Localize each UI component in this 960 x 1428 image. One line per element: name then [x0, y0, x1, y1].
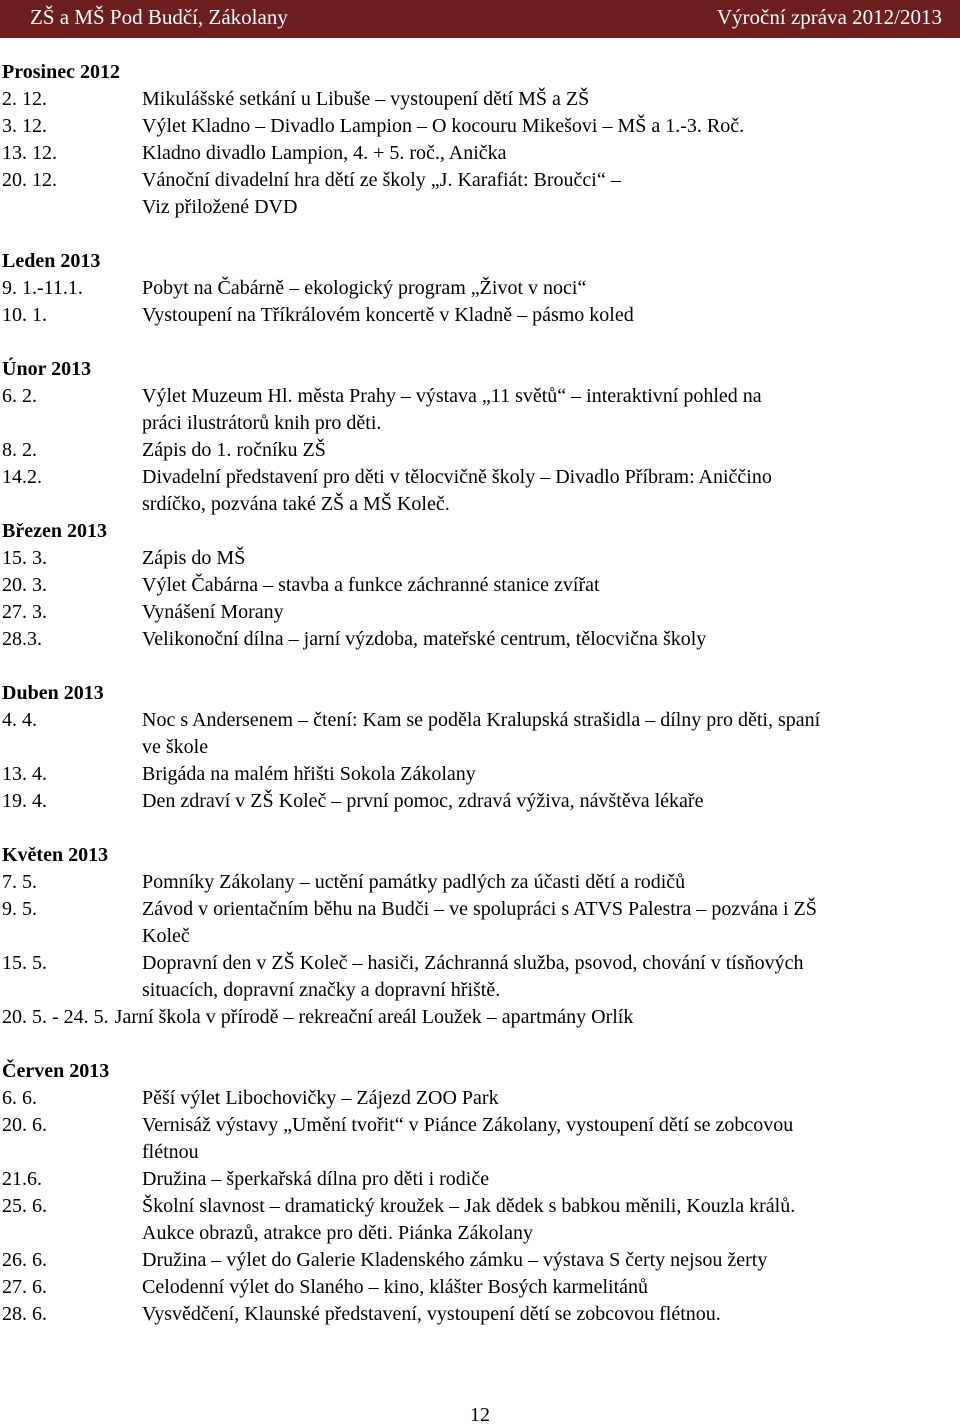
event-description: [142, 1166, 960, 1193]
event-description: [142, 1274, 960, 1301]
event-entry: [0, 302, 960, 329]
event-description: [142, 572, 960, 599]
event-date: 27. 6.: [2, 1276, 47, 1298]
event-entry: [0, 86, 960, 113]
event-entry: [0, 1166, 960, 1193]
event-date: 19. 4.: [2, 790, 47, 812]
event-description: [142, 383, 960, 437]
event-entry: [0, 437, 960, 464]
event-description: [142, 167, 960, 221]
event-date: 28. 6.: [2, 1303, 47, 1325]
event-description-line: srdíčko, pozvána také ZŠ a MŠ Koleč.: [142, 493, 450, 515]
event-description: [142, 599, 960, 626]
event-description: [142, 545, 960, 572]
event-date: 6. 2.: [2, 385, 37, 407]
event-date: 10. 1.: [2, 304, 47, 326]
event-date: 7. 5.: [2, 871, 37, 893]
event-description-line: Výlet Muzeum Hl. města Prahy – výstava „11 světů“ – interaktivní pohled na: [142, 385, 762, 407]
event-description-line: Družina – šperkařská dílna pro děti i rodiče: [142, 1168, 490, 1190]
event-description-line: Vynášení Morany: [142, 601, 284, 623]
event-date: 6. 6.: [2, 1087, 37, 1109]
event-description-line: Velikonoční dílna – jarní výzdoba, mateřské centrum, tělocvična školy: [142, 628, 707, 650]
event-date: 13. 12.: [2, 142, 57, 164]
event-date: 9. 1.-11.1.: [2, 277, 83, 299]
event-date: 3. 12.: [2, 115, 47, 137]
event-date: 25. 6.: [2, 1195, 47, 1217]
event-entry: [0, 788, 960, 815]
event-date: 20. 12.: [2, 169, 57, 191]
event-description-line: Vystoupení na Tříkrálovém koncertě v Kladně – pásmo koled: [142, 304, 634, 326]
event-date: 4. 4.: [2, 709, 37, 731]
event-description-line: Závod v orientačním běhu na Budči – ve spolupráci s ATVS Palestra – pozvána i ZŠ: [142, 898, 817, 920]
event-description: [142, 275, 960, 302]
event-description-line: práci ilustrátorů knih pro děti.: [142, 412, 382, 434]
event-description-line: Celodenní výlet do Slaného – kino, klášter Bosých karmelitánů: [142, 1276, 649, 1298]
events-calendar: [0, 59, 960, 1328]
event-description-line: Zápis do MŠ: [142, 547, 246, 569]
event-description: [142, 437, 960, 464]
header-school-name: ZŠ a MŠ Pod Budčí, Zákolany: [30, 5, 288, 29]
event-description: [142, 464, 960, 518]
header-report-title: Výroční zpráva 2012/2013: [716, 5, 942, 29]
event-description: [142, 140, 960, 167]
event-description-line: Koleč: [142, 925, 190, 947]
section-heading: Leden 2013: [2, 250, 101, 272]
event-date: 20. 6.: [2, 1114, 47, 1136]
event-description: [142, 788, 960, 815]
event-entry: [0, 140, 960, 167]
event-description: [142, 1112, 960, 1166]
event-entry: [0, 1247, 960, 1274]
page-header: [0, 0, 960, 38]
event-entry: [0, 761, 960, 788]
event-description-line: flétnou: [142, 1141, 199, 1163]
section-heading: Únor 2013: [2, 358, 92, 380]
event-description-line: Mikulášské setkání u Libuše – vystoupení dětí MŠ a ZŠ: [142, 88, 590, 110]
event-description-line: Školní slavnost – dramatický kroužek – Jak dědek s babkou měnili, Kouzla králů.: [142, 1195, 796, 1217]
event-description: [142, 113, 960, 140]
event-entry: [0, 545, 960, 572]
event-description: [142, 1193, 960, 1247]
event-description-line: Pěší výlet Libochovičky – Zájezd ZOO Park: [142, 1087, 499, 1109]
event-date: 2. 12.: [2, 88, 47, 110]
event-date: 15. 5.: [2, 952, 47, 974]
event-description: [142, 626, 960, 653]
event-date: 28.3.: [2, 628, 42, 650]
event-entry: [0, 707, 960, 761]
event-entry: [0, 869, 960, 896]
event-entry: [0, 626, 960, 653]
event-description-line: Vánoční divadelní hra dětí ze školy „J. Karafiát: Broučci“ –: [142, 169, 621, 191]
section-heading: Duben 2013: [2, 682, 104, 704]
event-description: [115, 1004, 960, 1031]
event-entry: [0, 1274, 960, 1301]
event-entry: [0, 1301, 960, 1328]
section-heading: Červen 2013: [2, 1060, 110, 1082]
event-entry: [0, 383, 960, 437]
event-date: 27. 3.: [2, 601, 47, 623]
event-date: 15. 3.: [2, 547, 47, 569]
event-date: 20. 5. - 24. 5.: [2, 1006, 109, 1028]
event-description: [142, 1301, 960, 1328]
event-date: 8. 2.: [2, 439, 37, 461]
event-description-line: Výlet Kladno – Divadlo Lampion – O kocouru Mikešovi – MŠ a 1.-3. Roč.: [142, 115, 745, 137]
event-description-line: Výlet Čabárna – stavba a funkce záchranné stanice zvířat: [142, 574, 600, 596]
event-entry: [0, 1085, 960, 1112]
event-entry: [0, 896, 960, 950]
event-description-line: Den zdraví v ZŠ Koleč – první pomoc, zdravá výživa, návštěva lékaře: [142, 790, 704, 812]
event-description: [142, 761, 960, 788]
event-description: [142, 707, 960, 761]
page-number: 12: [470, 1404, 490, 1426]
event-description-line: Pomníky Zákolany – uctění památky padlých za účasti dětí a rodičů: [142, 871, 686, 893]
event-description-line: Družina – výlet do Galerie Kladenského zámku – výstava S čerty nejsou žerty: [142, 1249, 768, 1271]
event-entry: [0, 464, 960, 518]
event-description-line: Noc s Andersenem – čtení: Kam se poděla Kralupská strašidla – dílny pro děti, spaní: [142, 709, 821, 731]
event-date: 14.2.: [2, 466, 42, 488]
event-entry: [0, 1193, 960, 1247]
event-entry: [0, 275, 960, 302]
event-date: 26. 6.: [2, 1249, 47, 1271]
event-entry: [0, 1112, 960, 1166]
event-entry: [0, 572, 960, 599]
event-date: 9. 5.: [2, 898, 37, 920]
event-entry: [0, 599, 960, 626]
event-date: 20. 3.: [2, 574, 47, 596]
section-heading: Květen 2013: [2, 844, 109, 866]
event-description: [142, 896, 960, 950]
event-description-line: Pobyt na Čabárně – ekologický program „Život v noci“: [142, 277, 587, 299]
event-description: [142, 302, 960, 329]
event-description-line: Vernisáž výstavy „Umění tvořit“ v Piánce Zákolany, vystoupení dětí se zobcovou: [142, 1114, 794, 1136]
section-heading: Prosinec 2012: [2, 61, 120, 83]
event-description: [142, 869, 960, 896]
event-entry: [0, 1004, 960, 1031]
event-entry: [0, 167, 960, 221]
event-entry: [0, 950, 960, 1004]
event-description-line: ve škole: [142, 736, 209, 758]
event-description: [142, 950, 960, 1004]
section-heading: Březen 2013: [2, 520, 107, 542]
event-date: 21.6.: [2, 1168, 42, 1190]
event-description-line: Brigáda na malém hřišti Sokola Zákolany: [142, 763, 476, 785]
event-date: 13. 4.: [2, 763, 47, 785]
event-description-line: Kladno divadlo Lampion, 4. + 5. roč., Anička: [142, 142, 507, 164]
event-description: [142, 1085, 960, 1112]
event-description-line: situacích, dopravní značky a dopravní hřiště.: [142, 979, 501, 1001]
event-description-line: Aukce obrazů, atrakce pro děti. Piánka Zákolany: [142, 1222, 533, 1244]
event-entry: [0, 113, 960, 140]
event-description-line: Viz přiložené DVD: [142, 196, 298, 218]
event-description-line: Jarní škola v přírodě – rekreační areál Loužek – apartmány Orlík: [114, 1006, 634, 1028]
event-description-line: Dopravní den v ZŠ Koleč – hasiči, Záchranná služba, psovod, chování v tísňových: [142, 952, 804, 974]
event-description-line: Vysvědčení, Klaunské představení, vystoupení dětí se zobcovou flétnou.: [142, 1303, 721, 1325]
event-description: [142, 1247, 960, 1274]
event-description-line: Divadelní představení pro děti v tělocvičně školy – Divadlo Příbram: Aniččino: [142, 466, 772, 488]
event-description: [142, 86, 960, 113]
event-description-line: Zápis do 1. ročníku ZŠ: [142, 439, 326, 461]
